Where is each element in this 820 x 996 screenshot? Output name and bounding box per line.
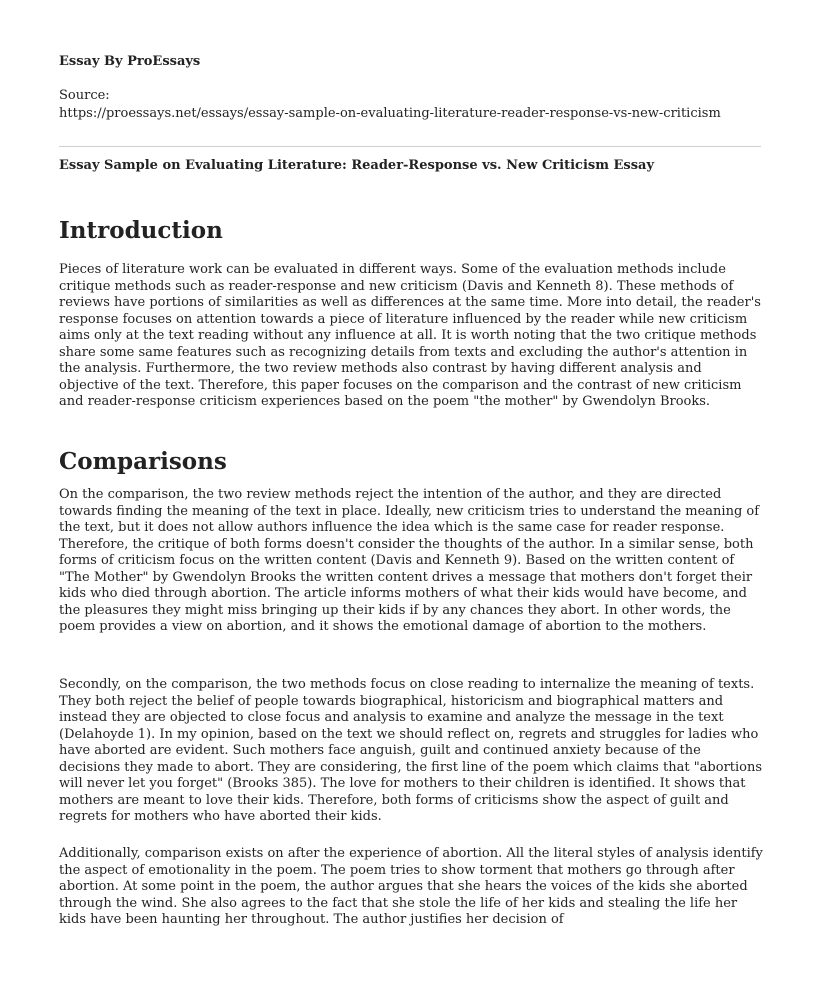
section-heading-introduction: Introduction [59, 217, 223, 244]
header-divider [59, 146, 761, 147]
site-title: Essay By ProEssays [59, 54, 201, 69]
paragraph-comparisons-1: On the comparison, the two review methods reject the intention of the author, and they are directed towards finding the meaning of the text in place. Ideally, new criticism tries to understand the meaning of the text, but it does not allow authors influence the idea which is the same case for reader response. Therefore, the critique of both forms doesn't consider the thoughts of the author. In a similar sense, both forms of criticism focus on the written content (Davis and Kenneth 9). Based on the written content of "The Mother" by Gwendolyn Brooks the written content drives a message that mothers don't forget their kids who died through abortion. The article informs mothers of what their kids would have become, and the pleasures they might miss bringing up their kids if by any chances they abort. In other words, the poem provides a view on abortion, and it shows the emotional damage of abortion to the mothers. [59, 487, 760, 634]
paragraph-introduction: Pieces of literature work can be evaluated in different ways. Some of the evaluation methods include critique methods such as reader-response and new criticism (Davis and Kenneth 8). These methods of reviews have portions of similarities as well as differences at the same time. More into detail, the reader's response focuses on attention towards a piece of literature influenced by the reader while new criticism aims only at the text reading without any influence at all. It is worth noting that the two critique methods share some same features such as recognizing details from texts and excluding the author's attention in the analysis. Furthermore, the two review methods also contrast by having different analysis and objective of the text. Therefore, this paper focuses on the comparison and the contrast of new criticism and reader-response criticism experiences based on the poem "the mother" by Gwendolyn Brooks. [59, 262, 761, 409]
source-label: Source: [59, 88, 110, 103]
paragraph-comparisons-2: Secondly, on the comparison, the two methods focus on close reading to internalize the meaning of texts. They both reject the belief of people towards biographical, historicism and biographical matters and instead they are objected to close focus and analysis to examine and analyze the message in the text (Delahoyde 1). In my opinion, based on the text we should reflect on, regrets and struggles for ladies who have aborted are evident. Such mothers face anguish, guilt and continued anxiety because of the decisions they made to abort. They are considering, the first line of the poem which claims that "abortions will never let you forget" (Brooks 385). The love for mothers to their children is identified. It shows that mothers are meant to love their kids. Therefore, both forms of criticisms show the aspect of guilt and regrets for mothers who have aborted their kids. [59, 677, 763, 824]
section-heading-comparisons: Comparisons [59, 448, 227, 475]
paragraph-comparisons-3: Additionally, comparison exists on after the experience of abortion. All the literal styles of analysis identify the aspect of emotionality in the poem. The poem tries to show torment that mothers go through after abortion. At some point in the poem, the author argues that she hears the voices of the kids she aborted through the wind. She also agrees to the fact that she stole the life of her kids and stealing the life her kids have been haunting her throughout. The author justifies her decision of [59, 846, 763, 927]
source-url: https://proessays.net/essays/essay-sample-on-evaluating-literature-reader-response-vs-new-criticism [59, 106, 721, 121]
essay-title: Essay Sample on Evaluating Literature: Reader-Response vs. New Criticism Essay [59, 158, 655, 173]
